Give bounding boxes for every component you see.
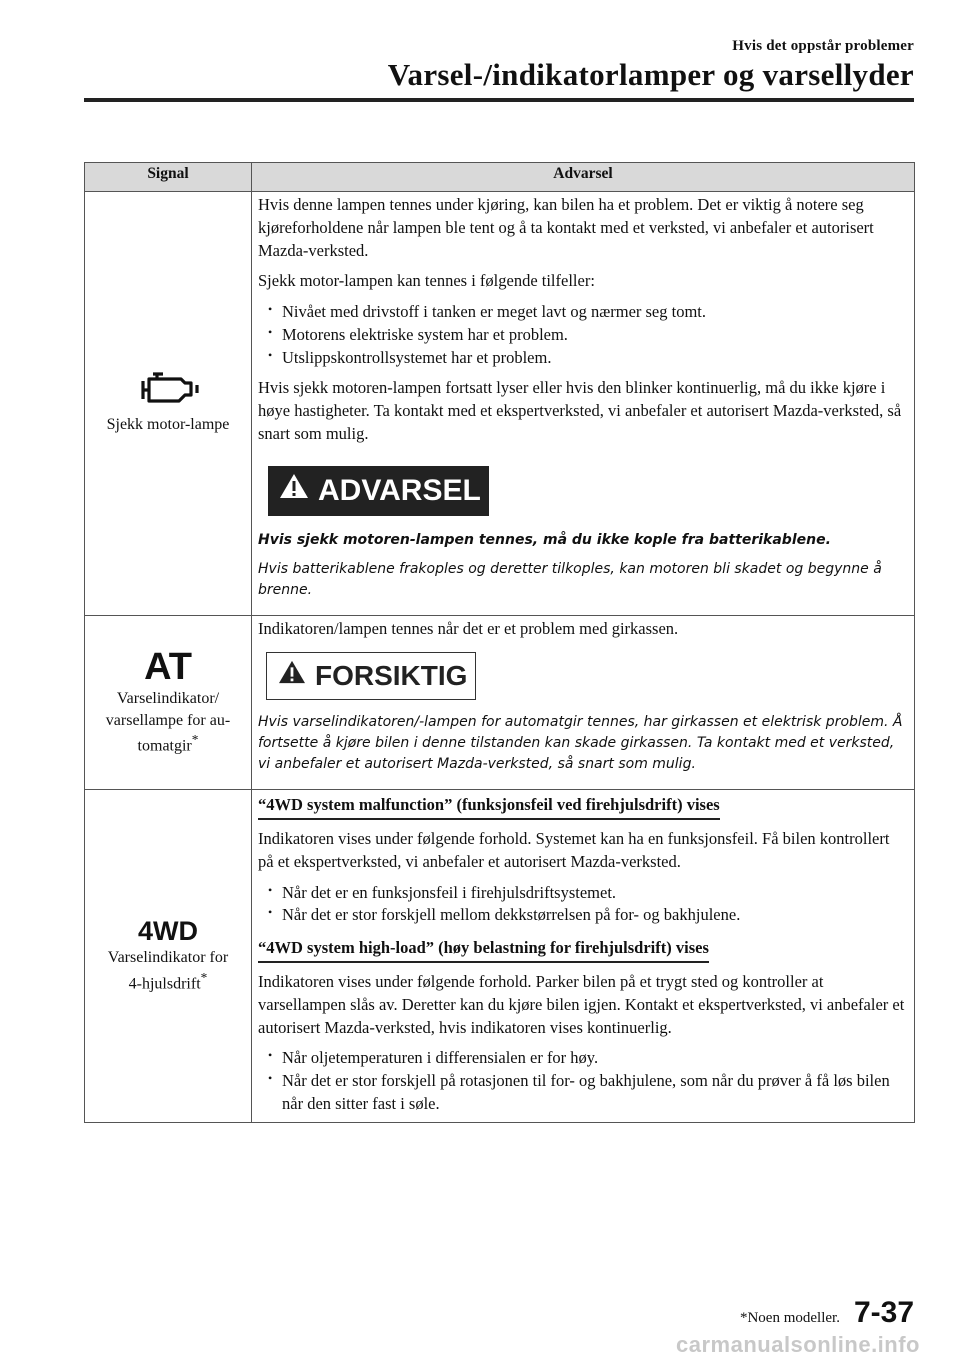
list-item: • Motorens elektriske system har et problem. [268,324,908,347]
warning-triangle-icon [278,470,310,511]
list-item: • Når det er en funksjonsfeil i firehjulsdriftsystemet. [268,882,908,905]
caution-text: Hvis varselindikatoren/-lampen for automatgir tennes, har girkassen et elektrisk problem. Å fortsette å kjøre bilen i denne tilstanden kan skade girkassen. Ta kontakt med et verksted, vi anbefaler et autorisert Mazda-verksted, så snart som mulig. [258,714,903,773]
page-title: Varsel-/indikatorlamper og varsellyder [387,57,914,92]
warning-triangle-icon [277,657,307,696]
table-row [85,192,915,616]
page-number: 7-37 [853,1296,914,1329]
signal-cell [85,790,252,1122]
signal-cell [85,615,252,790]
list-item: • Utslippskontrollsystemet har et problem. [268,347,908,370]
column-header-signal: Signal [85,163,252,192]
paragraph: Sjekk motor-lampen kan tennes i følgende tilfeller: [258,271,595,291]
page-footer [740,1296,914,1330]
list-item: • Når det er stor forskjell mellom dekkstørrelsen på for- og bakhjulene. [268,904,908,927]
list-item: • Nivået med drivstoff i tanken er meget lavt og nærmer seg tomt. [268,301,908,324]
warning-text: Hvis batterikablene frakoples og deretter tilkoples, kan motoren bli skadet og begynne å brenne. [258,560,882,598]
list-item: • Når det er stor forskjell på rotasjonen til for- og bakhjulene, som når du prøver å få løs bilen når den sitter fast i søle. [268,1070,908,1116]
caution-badge [266,652,476,700]
warning-cell [252,790,915,1122]
signal-label: Varselindikator for 4-hjulsdrift* [107,949,229,993]
header-rule [84,98,914,102]
4wd-indicator-icon: 4WD [138,916,198,947]
warning-badge [268,466,489,516]
paragraph: Hvis sjekk motoren-lampen fortsatt lyser eller hvis den blinker kontinuerlig, må du ikke kjøre i høye hastigheter. Ta kontakt med et ekspertverksted, vi anbefaler et autorisert Mazda-verksted, så snart som mulig. [258,378,902,443]
section-title: Hvis det oppstår problemer [732,38,914,54]
caution-badge-label: FORSIKTIG [315,660,468,692]
paragraph: Indikatoren/lampen tennes når det er et problem med girkassen. [258,618,679,638]
warning-badge-label: ADVARSEL [318,473,481,507]
warning-cell [252,615,915,790]
watermark: carmanualsonline.info [676,1332,920,1357]
bullet-list [258,882,908,928]
warning-table [84,162,915,1123]
footnote: *Noen modeller. [739,1310,840,1326]
paragraph: Indikatoren vises under følgende forhold. Parker bilen på et trygt sted og kontroller at varsellampen slås av. Deretter kan du kjøre bilen igjen. Kontakt et ekspertverksted, vi anbefaler et autorisert Mazda-verksted, hvis indikatoren vises kontinuerlig. [258,972,905,1037]
warning-bold-text: Hvis sjekk motoren-lampen tennes, må du ikke kople fra batterikablene. [258,531,831,548]
table-row [85,790,915,1122]
paragraph: Hvis denne lampen tennes under kjøring, kan bilen ha et problem. Det er viktig å notere seg kjøreforholdene når lampen ble tent og å ta kontakt med et verksted, vi anbefaler et autorisert Mazda-verksted. [258,195,874,260]
subheading: “4WD system malfunction” (funksjonsfeil ved firehjulsdrift) vises [258,794,720,820]
bullet-list [258,1047,908,1115]
table-header-row [85,163,915,192]
table-row [85,615,915,790]
list-item: • Når oljetemperaturen i differensialen er for høy. [268,1047,908,1070]
signal-cell [85,192,252,616]
warning-cell [252,192,915,616]
subheading: “4WD system high-load” (høy belastning for firehjulsdrift) vises [258,937,709,963]
engine-check-icon [89,371,247,414]
paragraph: Indikatoren vises under følgende forhold. Systemet kan ha en funksjonsfeil. Få bilen kontrollert på et ekspertverksted, vi anbefaler et autorisert Mazda-verksted. [258,829,890,871]
signal-label: Varselindikator/ varsellampe for au- tomatgir* [105,689,231,755]
bullet-list [258,301,908,369]
at-indicator-icon: AT [144,646,192,689]
column-header-warning: Advarsel [252,163,915,192]
signal-label: Sjekk motor-lampe [106,415,230,433]
page-header [84,38,914,102]
